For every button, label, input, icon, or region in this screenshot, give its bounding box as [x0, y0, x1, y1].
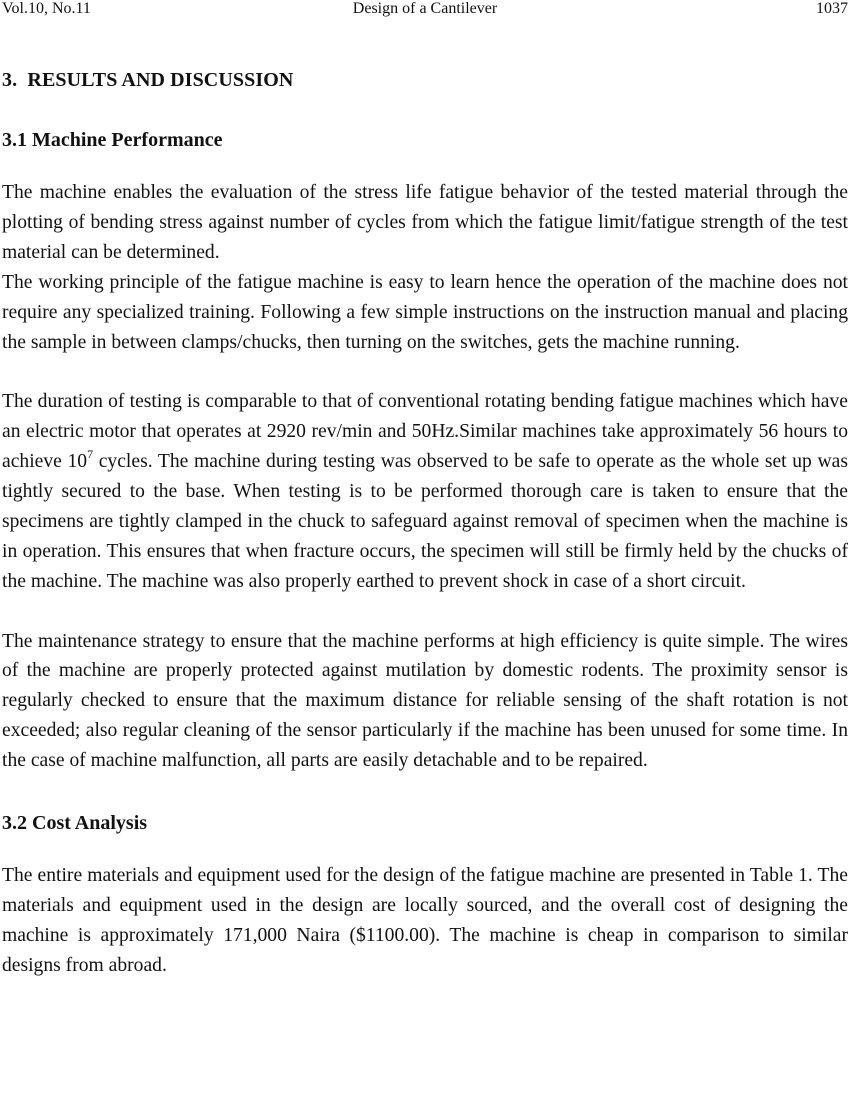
subsection-heading-cost-analysis: 3.2 Cost Analysis: [2, 812, 148, 835]
running-title: Design of a Cantilever: [352, 0, 498, 17]
paragraph-testing-duration: [2, 387, 848, 596]
journal-volume: Vol.10, No.11: [2, 0, 91, 17]
section-heading: 3. RESULTS AND DISCUSSION: [2, 69, 294, 91]
exponent: 7: [87, 446, 94, 461]
paragraph-cost-analysis: The entire materials and equipment used for the design of the fatigue machine are presented in Table 1. The materials and equipment used in the design are locally sourced, and the overall cost of designing the machine is approximately 171,000 Naira ($1100.00). The machine is cheap in comparison to similar designs from abroad.: [2, 865, 848, 976]
spacer: [2, 597, 848, 627]
paragraph-machine-evaluation: The machine enables the evaluation of the stress life fatigue behavior of the tested material through the plotting of bending stress against number of cycles from which the fatigue limit/fatigue strength of the test material can be determined.: [2, 182, 848, 263]
spacer: [2, 152, 848, 178]
paper-page: [2, 0, 848, 981]
spacer: [2, 357, 848, 387]
paragraph-working-principle: The working principle of the fatigue machine is easy to learn hence the operation of the machine does not require any specialized training. Following a few simple instructions on the instruction manual and placing the sample in between clamps/chucks, then turning on the switches, gets the machine running.: [2, 271, 848, 353]
paragraph-maintenance: The maintenance strategy to ensure that the machine performs at high efficiency is quite simple. The wires of the machine are properly protected against mutilation by domestic rodents. The proximity sensor is regularly checked to ensure that the maximum distance for reliable sensing of the shaft rotation is not exceeded; also regular cleaning of the sensor particularly if the machine has been unused for some time. In the case of machine malfunction, all parts are easily detachable and to be repaired.: [2, 630, 848, 772]
paragraph-testing-duration-part-a: The duration of testing is comparable to that of conventional rotating bending fatigue machines which have an electric motor that operates at 2920 rev/min and 50Hz.Similar machines take approximately 56 hours to achieve 10: [2, 391, 848, 473]
spacer: [2, 835, 848, 861]
paragraph-testing-duration-part-b: cycles. The machine during testing was observed to be safe to operate as the whole set up was tightly secured to the base. When testing is to be performed thorough care is taken to ensure that the specimens are tightly clamped in the chuck to safeguard against removal of specimen when the machine is in operation. This ensures that when fracture occurs, the specimen will still be firmly held by the chucks of the machine. The machine was also properly earthed to prevent shock in case of a short circuit.: [2, 451, 848, 592]
subsection-heading-machine-performance: 3.1 Machine Performance: [2, 129, 223, 151]
page-number: 1037: [816, 0, 848, 17]
running-header: [2, 0, 848, 21]
